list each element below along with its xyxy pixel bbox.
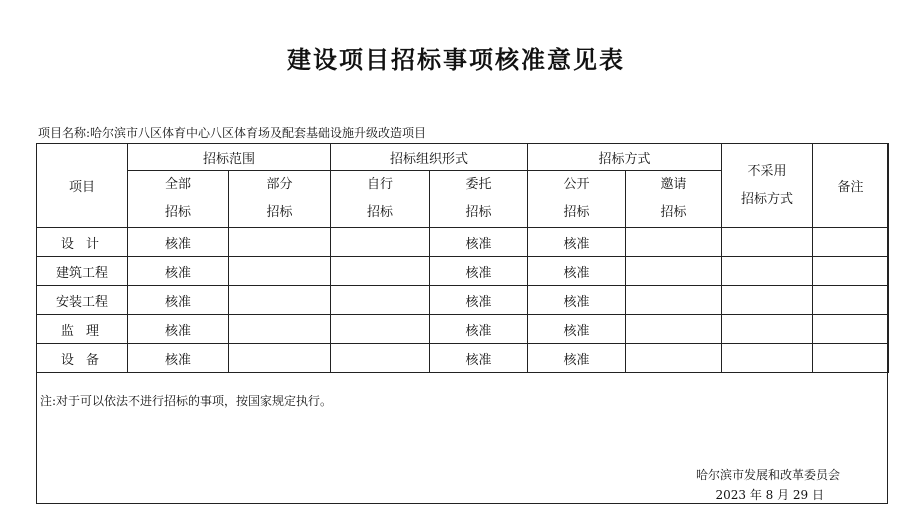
sub-header-line: 邀请	[660, 177, 687, 192]
table-cell	[229, 257, 331, 286]
table-cell	[331, 344, 430, 373]
header-bid-scope: 招标范围	[128, 144, 331, 171]
table-cell	[229, 228, 331, 257]
table-cell	[722, 286, 813, 315]
sub-header-line: 招标	[164, 205, 191, 220]
sub-header-self-bid	[331, 171, 430, 228]
sub-header-line: 部分	[266, 177, 293, 192]
table-cell	[626, 344, 722, 373]
table-cell	[331, 228, 430, 257]
sub-header-open-bid	[528, 171, 626, 228]
table-cell	[331, 315, 430, 344]
table-body	[37, 228, 889, 373]
table-row	[37, 315, 889, 344]
sub-header-line: 公开	[563, 177, 590, 192]
header-bid-organization: 招标组织形式	[331, 144, 528, 171]
table-cell: 核准	[128, 228, 229, 257]
sub-header-line: 招标	[660, 205, 687, 220]
table-cell: 核准	[128, 286, 229, 315]
table-cell	[813, 344, 889, 373]
document-title: 建设项目招标事项核准意见表	[287, 46, 625, 74]
table-cell: 核准	[128, 315, 229, 344]
header-no-bid-line2: 招标方式	[740, 191, 793, 207]
table-cell: 核准	[528, 228, 626, 257]
header-no-bid	[722, 144, 813, 228]
table-row	[37, 344, 889, 373]
sub-header-line: 招标	[465, 205, 492, 220]
table-cell: 核准	[528, 344, 626, 373]
sub-header-line: 自行	[366, 177, 393, 192]
table-cell	[626, 315, 722, 344]
header-item: 项目	[37, 144, 128, 228]
table-cell	[229, 344, 331, 373]
sub-header-line: 招标	[366, 205, 393, 220]
table-cell: 核准	[430, 257, 528, 286]
table-cell: 核准	[128, 344, 229, 373]
table-header	[37, 144, 889, 228]
sub-header-partial-bid	[229, 171, 331, 228]
table-cell: 核准	[430, 344, 528, 373]
table-cell	[722, 344, 813, 373]
sub-header-line: 委托	[465, 177, 492, 192]
row-item-name: 设 备	[37, 344, 128, 373]
table-cell: 核准	[128, 257, 229, 286]
sub-header-line: 招标	[266, 205, 293, 220]
header-bid-method: 招标方式	[528, 144, 722, 171]
table-cell: 核准	[528, 315, 626, 344]
table-cell	[229, 286, 331, 315]
table-cell: 核准	[430, 315, 528, 344]
row-item-name: 设 计	[37, 228, 128, 257]
sub-header-entrusted-bid	[430, 171, 528, 228]
table-row	[37, 228, 889, 257]
approval-table	[36, 143, 889, 373]
row-item-name: 监 理	[37, 315, 128, 344]
table-cell	[331, 286, 430, 315]
table-cell	[813, 228, 889, 257]
project-name-line: 项目名称:哈尔滨市八区体育中心八区体育场及配套基础设施升级改造项目	[38, 126, 427, 140]
header-remark: 备注	[813, 144, 889, 228]
issuing-organization: 哈尔滨市发展和改革委员会	[695, 468, 840, 482]
table-row	[37, 257, 889, 286]
issue-date: 2023 年 8 月 29 日	[715, 488, 824, 502]
footnote: 注:对于可以依法不进行招标的事项，按国家规定执行。	[40, 394, 333, 408]
table-cell	[722, 315, 813, 344]
table-cell	[626, 228, 722, 257]
table-cell: 核准	[528, 257, 626, 286]
sub-header-line: 招标	[563, 205, 590, 220]
table-cell: 核准	[528, 286, 626, 315]
row-item-name: 安装工程	[37, 286, 128, 315]
table-cell	[813, 315, 889, 344]
header-no-bid-line1: 不采用	[747, 163, 787, 179]
table-cell: 核准	[430, 228, 528, 257]
table-cell	[331, 257, 430, 286]
sub-header-line: 全部	[164, 177, 191, 192]
table-cell	[626, 257, 722, 286]
table-cell	[813, 257, 889, 286]
sub-header-all-bid	[128, 171, 229, 228]
table-row	[37, 286, 889, 315]
table-cell	[813, 286, 889, 315]
table-cell	[229, 315, 331, 344]
table-cell	[626, 286, 722, 315]
table-cell	[722, 228, 813, 257]
table-cell: 核准	[430, 286, 528, 315]
table-cell	[722, 257, 813, 286]
row-item-name: 建筑工程	[37, 257, 128, 286]
sub-header-invited-bid	[626, 171, 722, 228]
